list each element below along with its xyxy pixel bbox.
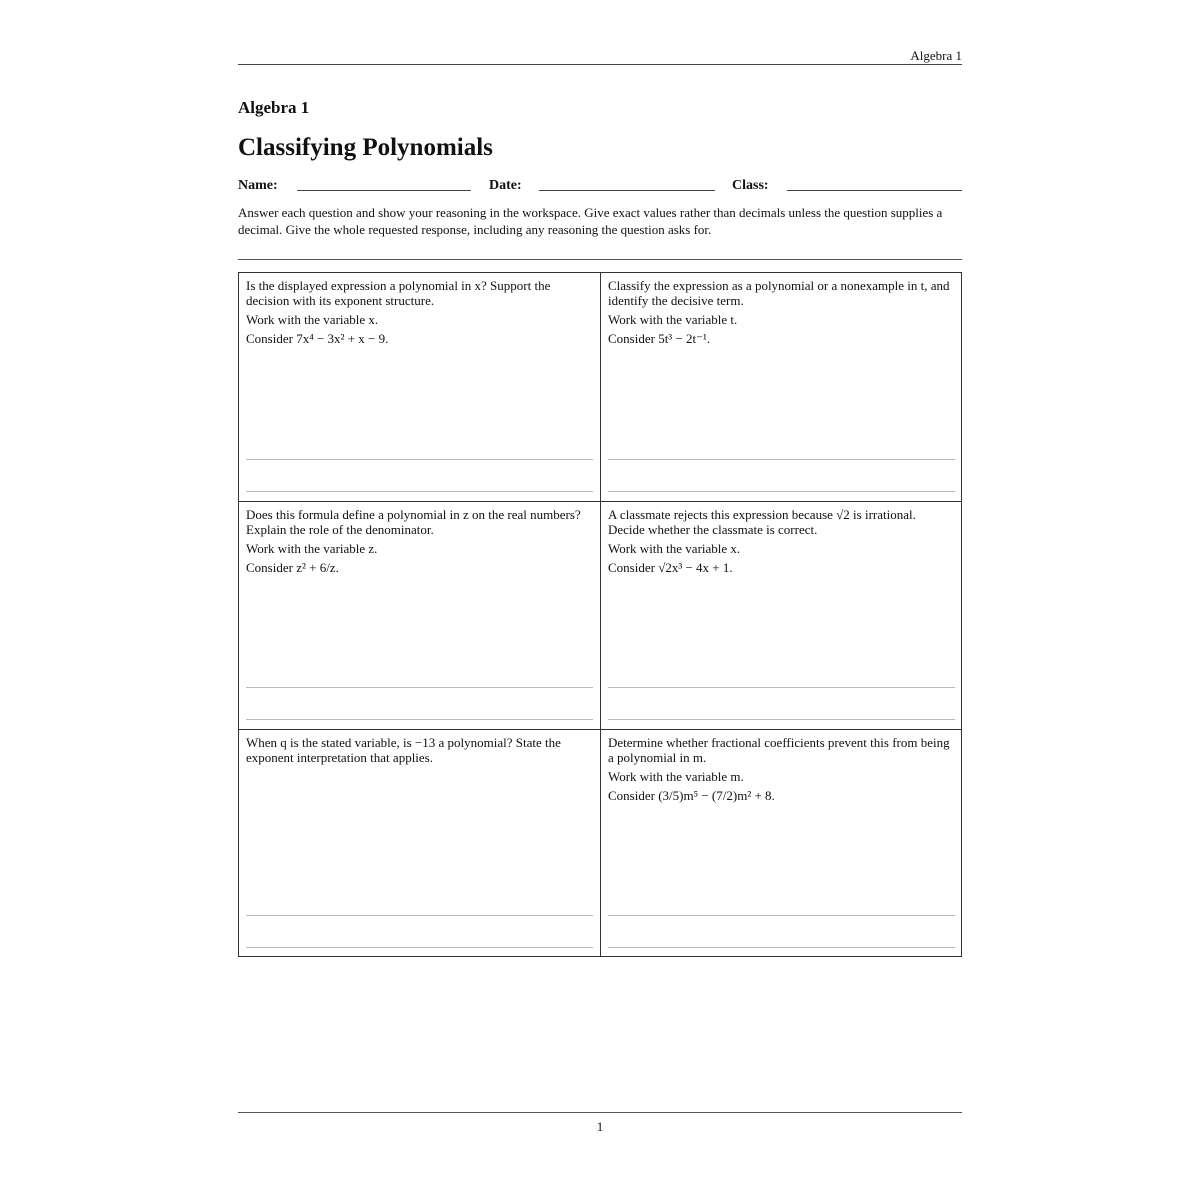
question-variable: Work with the variable x.: [608, 541, 741, 556]
divider: [238, 259, 962, 260]
answer-line[interactable]: [608, 491, 955, 492]
question-grid: [238, 272, 962, 957]
answer-line[interactable]: [608, 687, 955, 688]
student-info-fields: [238, 178, 962, 194]
answer-line[interactable]: [246, 915, 593, 916]
answer-line[interactable]: [246, 947, 593, 948]
running-header-text: Algebra 1: [910, 48, 962, 63]
question-expression: Consider √2x³ − 4x + 1.: [608, 560, 733, 575]
name-label: Name:: [238, 178, 278, 193]
question-prompt: A classmate rejects this expression because √2 is irrational. Decide whether the classmate is correct.: [608, 507, 916, 537]
question-cell: [601, 502, 962, 729]
question-expression: Consider 7x⁴ − 3x² + x − 9.: [246, 331, 389, 346]
answer-line[interactable]: [608, 947, 955, 948]
answer-line[interactable]: [608, 915, 955, 916]
question-variable: Work with the variable z.: [246, 541, 378, 556]
question-expression: Consider 5t³ − 2t⁻¹.: [608, 331, 711, 346]
question-variable: Work with the variable m.: [608, 769, 744, 784]
class-label: Class:: [732, 178, 769, 193]
question-prompt: When q is the stated variable, is −13 a polynomial? State the exponent interpretation that applies.: [246, 735, 561, 765]
question-cell: [239, 730, 600, 956]
answer-line[interactable]: [246, 719, 593, 720]
answer-line[interactable]: [608, 719, 955, 720]
question-cell: [601, 273, 962, 501]
question-cell: [239, 502, 600, 729]
page-number: 1: [596, 1119, 604, 1134]
question-variable: Work with the variable t.: [608, 312, 738, 327]
question-expression: Consider (3/5)m⁵ − (7/2)m² + 8.: [608, 788, 775, 803]
answer-line[interactable]: [246, 491, 593, 492]
question-prompt: Is the displayed expression a polynomial in x? Support the decision with its exponent structure.: [246, 278, 551, 308]
question-expression: Consider z² + 6/z.: [246, 560, 339, 575]
answer-line[interactable]: [246, 459, 593, 460]
instructions: Answer each question and show your reasoning in the workspace. Give exact values rather than decimals unless the question supplies a decimal. Give the whole requested response, including any reasoning the question asks for.: [238, 205, 943, 237]
course-label: Algebra 1: [238, 98, 310, 117]
question-cell: [601, 730, 962, 956]
date-field[interactable]: [539, 190, 715, 191]
question-cell: [239, 273, 600, 501]
question-prompt: Does this formula define a polynomial in z on the real numbers? Explain the role of the denominator.: [246, 507, 581, 537]
name-field[interactable]: [297, 190, 471, 191]
footer-divider: [238, 1112, 962, 1113]
page-title: Classifying Polynomials: [238, 134, 493, 161]
question-variable: Work with the variable x.: [246, 312, 379, 327]
date-label: Date:: [489, 178, 522, 193]
question-prompt: Classify the expression as a polynomial or a nonexample in t, and identify the decisive term.: [608, 278, 950, 308]
running-header: [238, 44, 962, 65]
class-field[interactable]: [787, 190, 962, 191]
answer-line[interactable]: [608, 459, 955, 460]
question-prompt: Determine whether fractional coefficients prevent this from being a polynomial in m.: [608, 735, 950, 765]
answer-line[interactable]: [246, 687, 593, 688]
